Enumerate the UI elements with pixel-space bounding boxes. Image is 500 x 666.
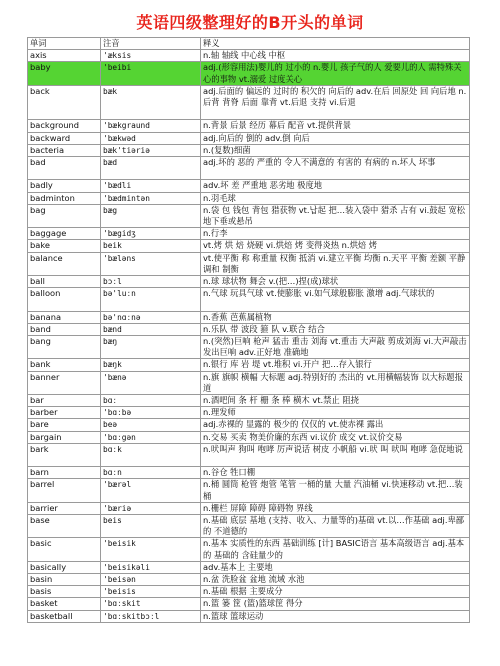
meaning-cell: adj.后面的 偏远的 过时的 积欠的 向后的 adv.在后 回原处 回 向后地 n.后背 背脊 后面 靠背 vt.后退 支持 vi.后退 [201,85,470,120]
phonetic-cell: 'bædli [101,180,201,192]
word-cell: bang [28,336,101,359]
table-row [28,276,470,288]
table-row [28,502,470,514]
table-row [28,515,470,538]
meaning-cell: n.香蕉 芭蕉属植物 [201,311,470,323]
vocab-table [27,37,470,623]
meaning-cell: n.背景 后景 经历 幕后 配音 vt.提供背景 [201,120,470,132]
table-row [28,85,470,120]
phonetic-cell: 'beisən [101,574,201,586]
phonetic-cell: bɔːl [101,276,201,288]
meaning-cell: n.基础 底层 基地 (支持、收入、力量等的)基础 vt.以…作基础 adj.卑鄙的 不道德的 [201,515,470,538]
table-row [28,443,470,466]
meaning-cell: adv.基本上 主要地 [201,561,470,573]
word-cell: balloon [28,288,101,311]
meaning-cell: n.基础 根据 主要成分 [201,586,470,598]
phonetic-cell: 'beisis [101,586,201,598]
word-cell: band [28,323,101,335]
meaning-cell: n.羽毛球 [201,192,470,204]
table-header-row [28,38,470,50]
word-cell: bacteria [28,144,101,156]
table-row [28,407,470,419]
table-row [28,598,470,610]
meaning-cell: n.盆 洗脸盆 盆地 流域 水池 [201,574,470,586]
table-row [28,336,470,359]
word-cell: bare [28,419,101,431]
meaning-cell: adj.坏的 恶的 严重的 令人不满意的 有害的 有病的 n.坏人 坏事 [201,157,470,180]
phonetic-cell: 'bæləns [101,252,201,275]
meaning-cell: n.篮球 篮球运动 [201,610,470,622]
table-row [28,144,470,156]
meaning-cell: adv.坏 差 严重地 恶劣地 极度地 [201,180,470,192]
word-cell: basket [28,598,101,610]
table-row [28,252,470,275]
meaning-cell: adj.(形容用法)婴儿的 过小的 n.婴儿 孩子气的人 爱要儿的人 需特殊关心的事物 vt.溺爱 过度关心 [201,62,470,85]
meaning-cell: n.旗 旗帜 横幅 大标题 adj.特别好的 杰出的 vt.用横幅装饰 以大标题报道 [201,371,470,394]
page-title: 英语四级整理好的B开头的单词 [136,13,364,32]
phonetic-cell: 'beibi [101,62,201,85]
word-cell: barn [28,467,101,479]
phonetic-cell: 'bɑːbə [101,407,201,419]
header-word: 单词 [28,38,101,50]
meaning-cell: n.(复数)细菌 [201,144,470,156]
table-row [28,561,470,573]
table-row [28,228,470,240]
phonetic-cell: 'bækgraund [101,120,201,132]
header-meaning: 释义 [201,38,470,50]
table-row [28,419,470,431]
meaning-cell: n.行李 [201,228,470,240]
word-cell: barrier [28,502,101,514]
phonetic-cell: bæk [101,85,201,120]
meaning-cell: n.银行 库 岩 堤 vt.堆积 vi.开户 把…存入银行 [201,359,470,371]
meaning-cell: vt.使平衡 称 称重量 权衡 抵消 vi.建立平衡 均衡 n.天平 平衡 差额 平静 调和 制衡 [201,252,470,275]
meaning-cell: n.气球 玩具气球 vt.使膨胀 vi.如气球般膨胀 激增 adj.气球状的 [201,288,470,311]
table-row [28,157,470,180]
phonetic-cell: bɑːn [101,467,201,479]
word-cell: balance [28,252,101,275]
phonetic-cell: 'bædmintən [101,192,201,204]
word-cell: bargain [28,431,101,443]
table-row [28,359,470,371]
word-cell: basketball [28,610,101,622]
phonetic-cell: bɑː [101,395,201,407]
meaning-cell: n.理发师 [201,407,470,419]
meaning-cell: n.袋 包 钱包 背包 猎获物 vt.납起 把…装入袋中 猎杀 占有 vi.鼓起 宽松地下垂或悬吊 [201,204,470,227]
meaning-cell: n.篮 篓 筐 (篮)篮球筐 得分 [201,598,470,610]
word-cell: axis [28,50,101,62]
phonetic-cell: bə'luːn [101,288,201,311]
word-cell: basically [28,561,101,573]
table-row [28,610,470,622]
table-row [28,192,470,204]
phonetic-cell: bə'nɑːnə [101,311,201,323]
table-row [28,467,470,479]
phonetic-cell: 'beisikəli [101,561,201,573]
word-cell: bad [28,157,101,180]
word-cell: bark [28,443,101,466]
phonetic-cell: 'bækwəd [101,132,201,144]
phonetic-cell: 'æksis [101,50,201,62]
word-cell: baggage [28,228,101,240]
phonetic-cell: bɑːk [101,443,201,466]
table-row [28,132,470,144]
meaning-cell: n.乐队 带 波段 箍 队 v.联合 结合 [201,323,470,335]
meaning-cell: adj.赤裸的 显露的 极少的 仅仅的 vt.使赤裸 露出 [201,419,470,431]
table-row [28,371,470,394]
phonetic-cell: 'bɑːskit [101,598,201,610]
meaning-cell: n.谷仓 牲口棚 [201,467,470,479]
phonetic-cell: bæŋk [101,359,201,371]
table-row [28,240,470,252]
meaning-cell: n.吠叫声 狗叫 咆哮 厉声说话 树皮 小帆船 vi.吠 叫 吠叫 咆哮 急促地说 [201,443,470,466]
word-cell: back [28,85,101,120]
phonetic-cell: 'beisik [101,538,201,561]
table-row [28,180,470,192]
word-cell: base [28,515,101,538]
phonetic-cell: bænd [101,323,201,335]
word-cell: bake [28,240,101,252]
table-row [28,62,470,85]
phonetic-cell: 'bɑːgən [101,431,201,443]
meaning-cell: adj.向后的 倒的 adv.倒 向后 [201,132,470,144]
meaning-cell: n.栅栏 屏障 障碍 障碍物 界线 [201,502,470,514]
meaning-cell: vt.烤 烘 焙 烧硬 vi.烘焙 烤 变得炎热 n.烘焙 烤 [201,240,470,252]
word-cell: background [28,120,101,132]
word-cell: bag [28,204,101,227]
header-phonetic: 注音 [101,38,201,50]
word-cell: badly [28,180,101,192]
phonetic-cell: 'bægidʒ [101,228,201,240]
word-cell: bar [28,395,101,407]
table-row [28,479,470,502]
word-cell: baby [28,62,101,85]
table-row [28,204,470,227]
word-cell: ball [28,276,101,288]
phonetic-cell: 'bɑːskitbɔːl [101,610,201,622]
table-row [28,574,470,586]
meaning-cell: n.桶 圆筒 枪管 炮管 笔管 一桶的量 大量 汽油桶 vi.快速移动 vt.把…装桶 [201,479,470,502]
table-row [28,538,470,561]
table-row [28,431,470,443]
table-row [28,288,470,311]
phonetic-cell: bæd [101,157,201,180]
table-row [28,323,470,335]
phonetic-cell: bæk'tiəriə [101,144,201,156]
phonetic-cell: beik [101,240,201,252]
phonetic-cell: bæŋ [101,336,201,359]
word-cell: bank [28,359,101,371]
word-cell: basis [28,586,101,598]
word-cell: barber [28,407,101,419]
table-row [28,120,470,132]
word-cell: barrel [28,479,101,502]
word-cell: backward [28,132,101,144]
table-row [28,311,470,323]
word-cell: banner [28,371,101,394]
phonetic-cell: bæg [101,204,201,227]
meaning-cell: n.轴 轴线 中心线 中枢 [201,50,470,62]
meaning-cell: n.(突然)巨响 枪声 猛击 重击 刘海 vt.重击 大声敲 剪成刘海 vi.大声敲击 发出巨响 adv.正好地 准确地 [201,336,470,359]
phonetic-cell: 'bærəl [101,479,201,502]
phonetic-cell: 'bæriə [101,502,201,514]
meaning-cell: n.酒吧间 条 杆 栅 条 棒 横木 vt.禁止 阻挠 [201,395,470,407]
word-cell: basic [28,538,101,561]
word-cell: banana [28,311,101,323]
word-cell: basin [28,574,101,586]
phonetic-cell: beis [101,515,201,538]
meaning-cell: n.球 球状物 舞会 v.(把…)捏(成)球状 [201,276,470,288]
word-cell: badminton [28,192,101,204]
table-row [28,395,470,407]
table-row [28,50,470,62]
phonetic-cell: beə [101,419,201,431]
meaning-cell: n.交易 买卖 物美价廉的东西 vi.议价 成交 vt.议价交易 [201,431,470,443]
table-row [28,586,470,598]
meaning-cell: n.基本 实质性的东西 基础训练 [计] BASIC语言 基本高级语言 adj.基本的 基础的 含硅量少的 [201,538,470,561]
phonetic-cell: 'bænə [101,371,201,394]
